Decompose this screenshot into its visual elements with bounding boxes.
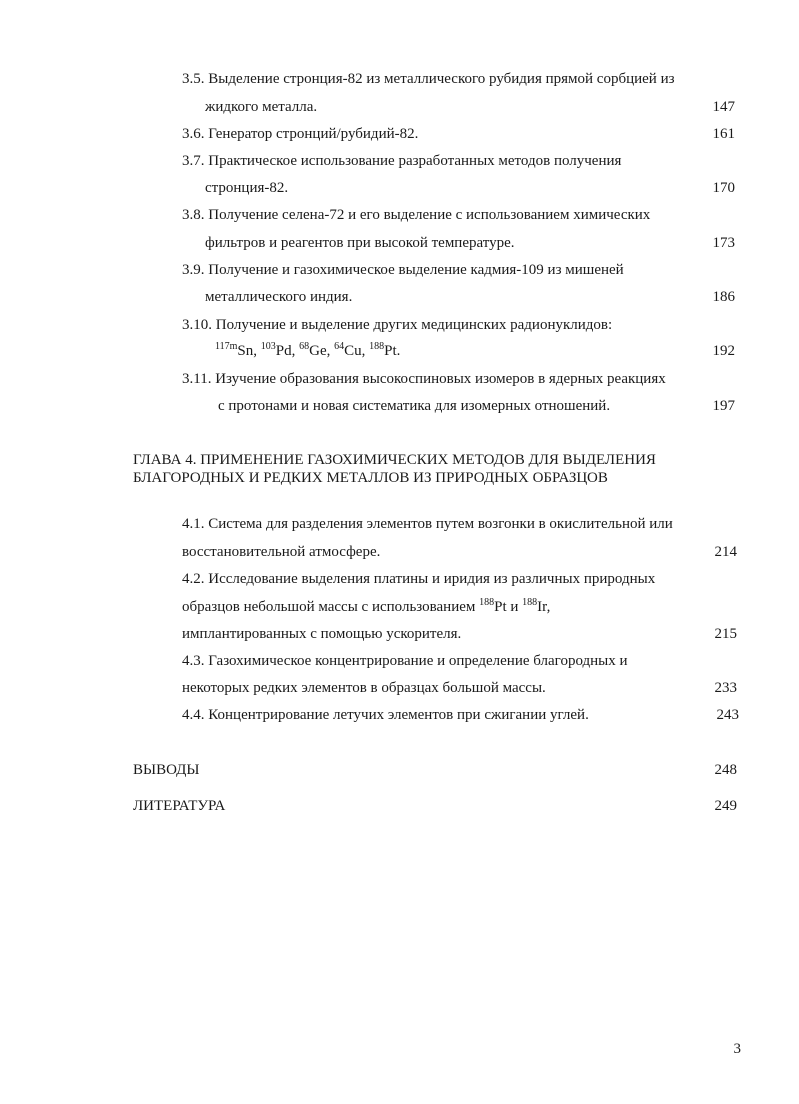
toc-entry-3-5-page: 147 xyxy=(712,99,735,115)
toc-entry-4-3-line2: некоторых редких элементов в образцах большой массы. xyxy=(182,680,546,696)
toc-entry-3-10-nuclides: $^{117m}$Sn, $^{103}$Pd, $^{68}$Ge, $^{64}$Cu, $^{188}$Pt. xyxy=(215,341,401,359)
toc-entry-3-8-page: 173 xyxy=(712,235,735,251)
conclusions-page: 248 xyxy=(714,762,737,778)
toc-entry-4-4-line1: 4.4. Концентрирование летучих элементов при сжигании углей. xyxy=(182,707,589,723)
toc-entry-3-6-page: 161 xyxy=(712,126,735,142)
toc-entry-3-5-line2: жидкого металла. xyxy=(205,99,318,115)
nuclide-mass: 117m xyxy=(215,341,238,352)
nuclide-symbol: Ge xyxy=(309,343,327,359)
toc-entry-4-1-line2: восстановительной атмосфере. xyxy=(182,544,381,560)
toc-entry-4-2-line3: имплантированных с помощью ускорителя. xyxy=(182,626,462,642)
toc-entry-3-6-line1: 3.6. Генератор стронций/рубидий-82. xyxy=(182,126,419,142)
toc-entry-3-10-page: 192 xyxy=(712,343,735,359)
toc-entry-4-4-page: 243 xyxy=(716,707,739,723)
nuclide-symbol: Pt xyxy=(384,343,397,359)
chapter-4-heading-line2: БЛАГОРОДНЫХ И РЕДКИХ МЕТАЛЛОВ ИЗ ПРИРОДНЫХ ОБРАЗЦОВ xyxy=(133,470,608,486)
page-number: 3 xyxy=(733,1041,741,1057)
nuclide-symbol: Pd xyxy=(275,343,292,359)
nuclide-mass: 103 xyxy=(260,341,276,352)
toc-entry-3-11-line2: с протонами и новая систематика для изомерных отношений. xyxy=(218,398,611,414)
toc-entry-3-8-line1: 3.8. Получение селена-72 и его выделение с использованием химических xyxy=(182,207,651,223)
isotope-mass: 188 xyxy=(479,597,495,608)
literature-label: ЛИТЕРАТУРА xyxy=(133,798,226,814)
nuclide-mass: 64 xyxy=(334,341,345,352)
nuclide-mass: 68 xyxy=(299,341,310,352)
toc-entry-4-2-page: 215 xyxy=(714,626,737,642)
toc-entry-4-2-line2: образцов небольшой массы с использованием $^{188}$Pt и $^{188}$Ir, xyxy=(182,597,551,615)
toc-entry-4-2-line1: 4.2. Исследование выделения платины и иридия из различных природных xyxy=(182,571,656,587)
toc-entry-3-9-line2: металлического индия. xyxy=(205,289,353,305)
toc-entry-4-3-page: 233 xyxy=(714,680,737,696)
nuclide-mass: 188 xyxy=(369,341,385,352)
isotope-mass: 188 xyxy=(522,597,538,608)
toc-entry-4-3-line1: 4.3. Газохимическое концентрирование и определение благородных и xyxy=(182,653,628,669)
literature-page: 249 xyxy=(714,798,737,814)
chapter-4-heading-line1: ГЛАВА 4. ПРИМЕНЕНИЕ ГАЗОХИМИЧЕСКИХ МЕТОДОВ ДЛЯ ВЫДЕЛЕНИЯ xyxy=(133,452,656,468)
isotope-symbol: Pt xyxy=(494,599,507,615)
toc-entry-4-1-line1: 4.1. Система для разделения элементов путем возгонки в окислительной или xyxy=(182,516,673,532)
isotope-symbol: Ir xyxy=(537,599,547,615)
toc-entry-3-10-line1: 3.10. Получение и выделение других медицинских радионуклидов: xyxy=(182,317,613,333)
toc-entry-3-9-line1: 3.9. Получение и газохимическое выделение кадмия-109 из мишеней xyxy=(182,262,624,278)
toc-entry-3-7-line1: 3.7. Практическое использование разработанных методов получения xyxy=(182,153,622,169)
toc-entry-4-1-page: 214 xyxy=(714,544,737,560)
toc-entry-3-7-page: 170 xyxy=(712,180,735,196)
nuclide-symbol: Sn xyxy=(237,343,254,359)
nuclide-symbol: Cu xyxy=(344,343,362,359)
toc-entry-3-9-page: 186 xyxy=(712,289,735,305)
toc-entry-3-11-line1: 3.11. Изучение образования высокоспиновых изомеров в ядерных реакциях xyxy=(182,371,666,387)
toc-entry-3-8-line2: фильтров и реагентов при высокой температуре. xyxy=(205,235,515,251)
toc-entry-3-5-line1: 3.5. Выделение стронция-82 из металлического рубидия прямой сорбцией из xyxy=(182,71,675,87)
toc-entry-3-11-page: 197 xyxy=(712,398,735,414)
toc-entry-3-7-line2: стронция-82. xyxy=(205,180,289,196)
conclusions-label: ВЫВОДЫ xyxy=(133,762,200,778)
